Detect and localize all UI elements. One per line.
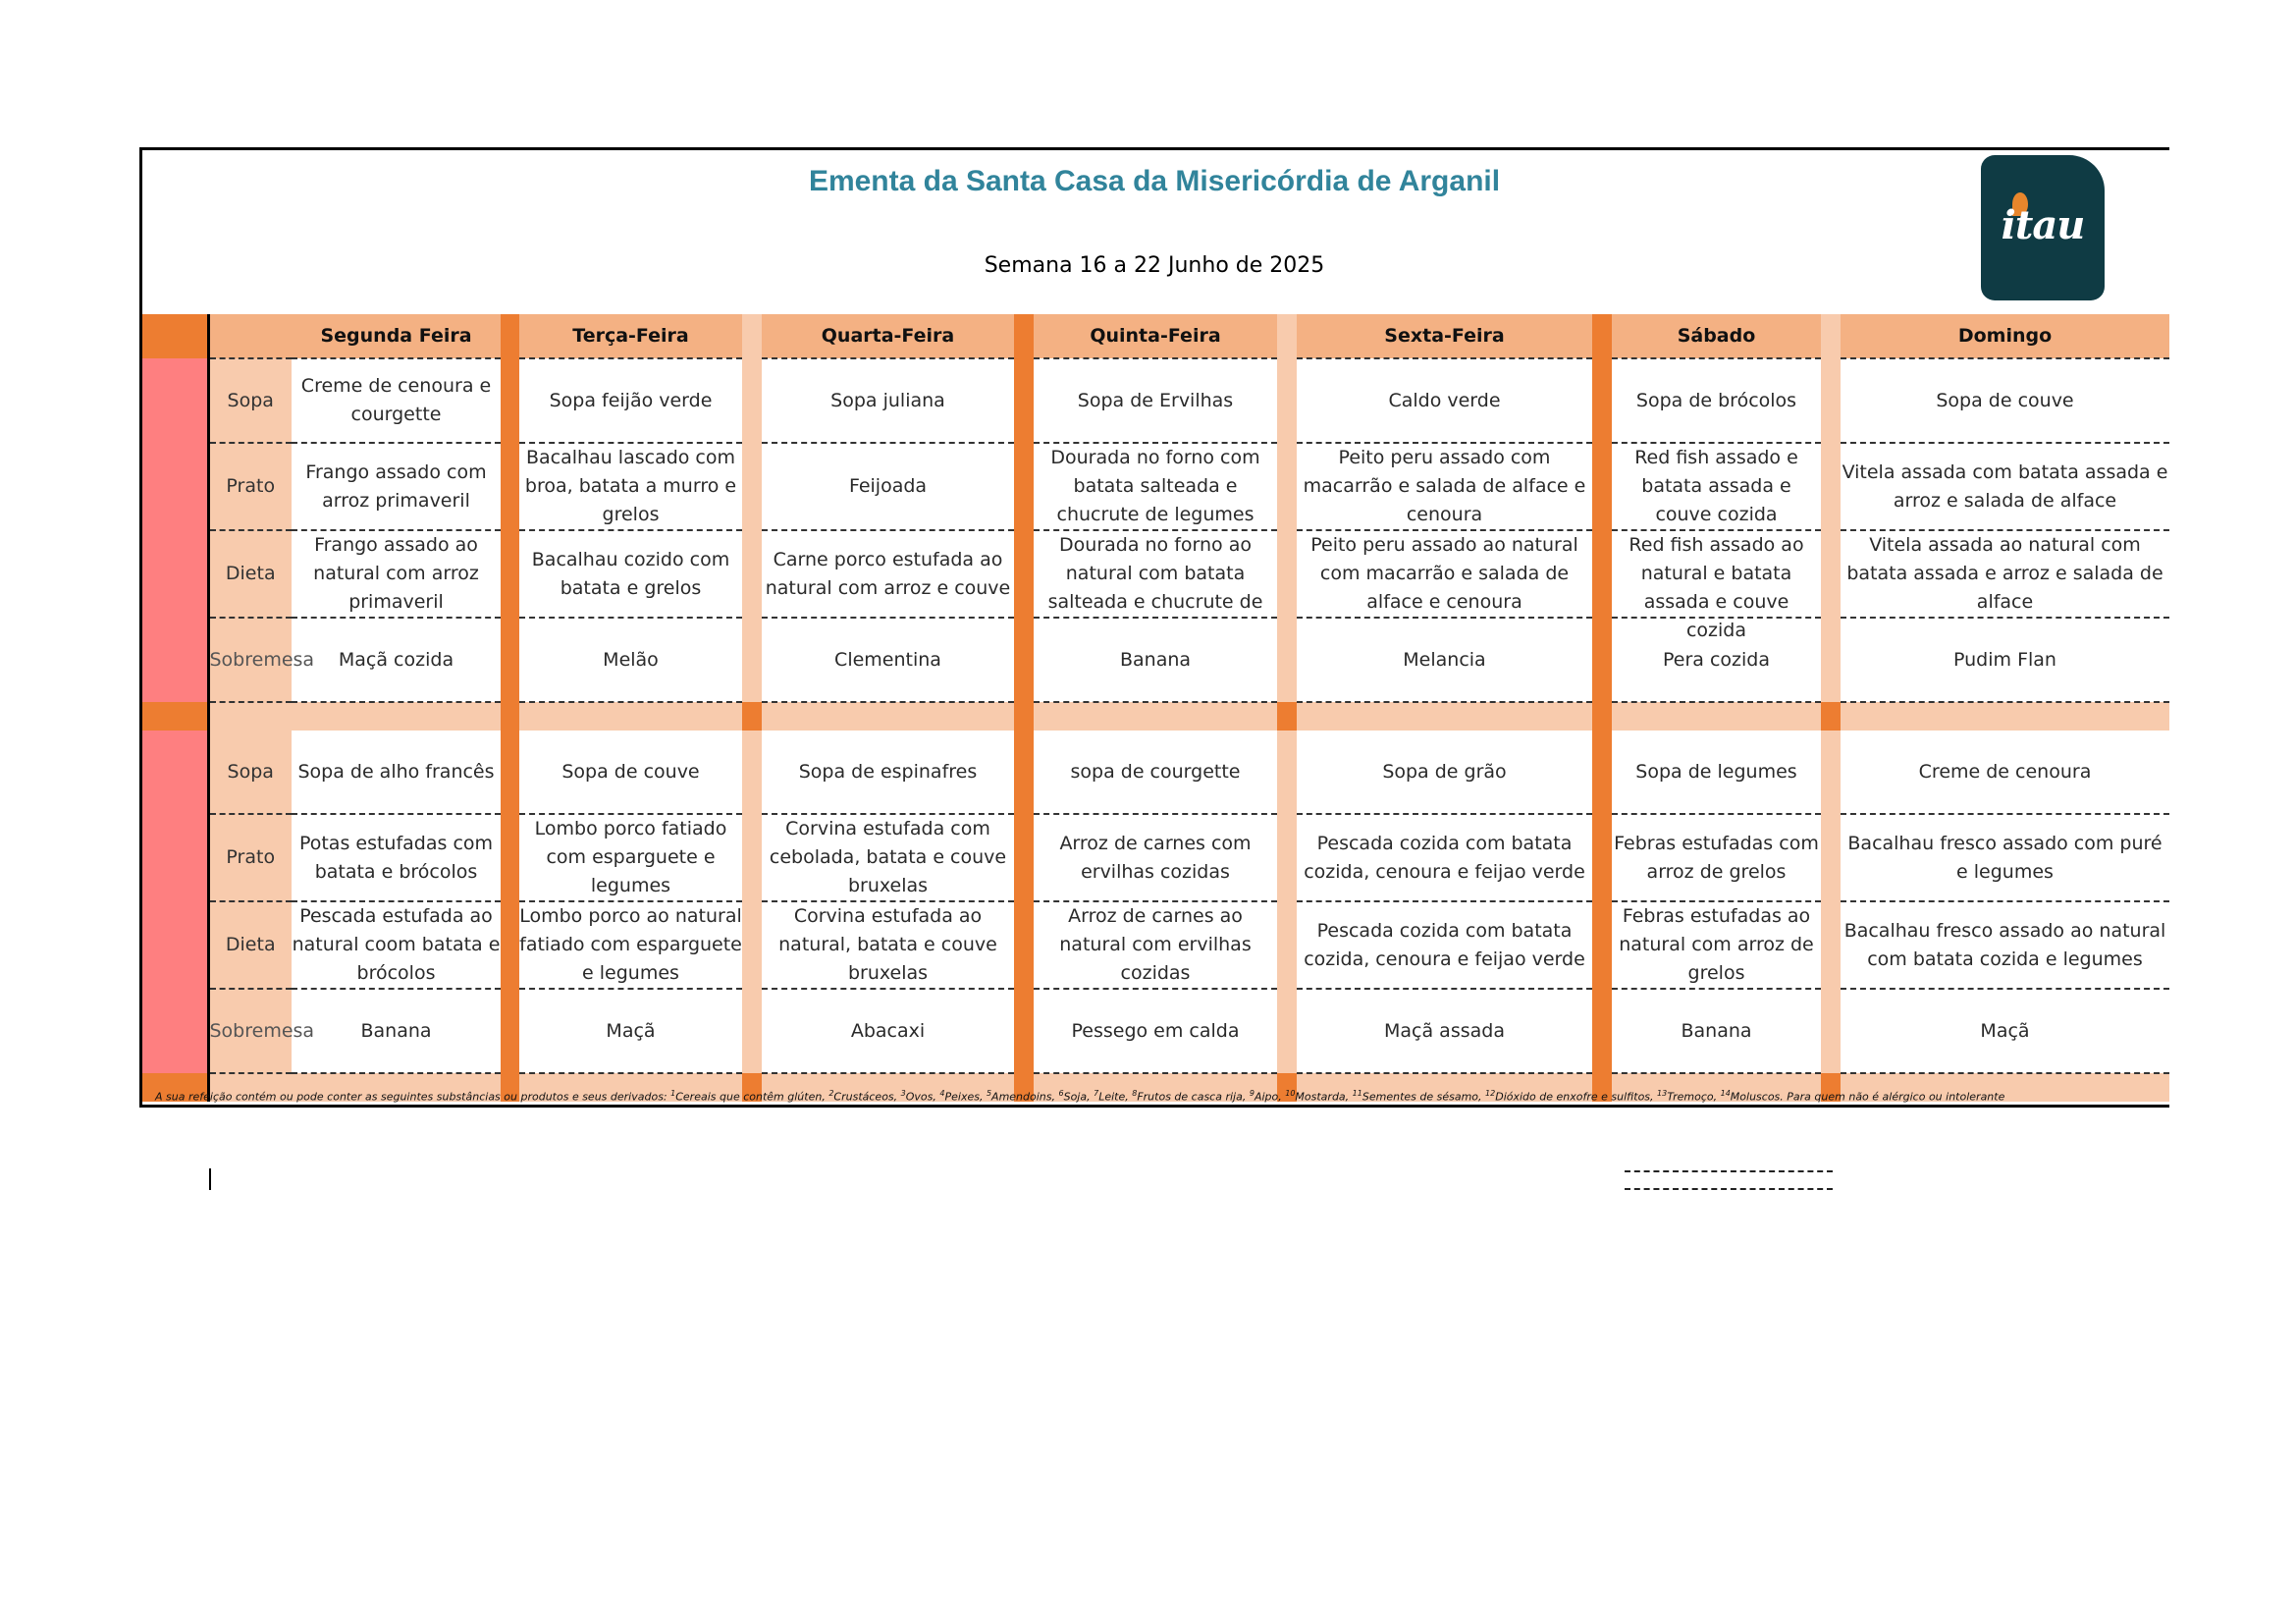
signature-line (1625, 1188, 1833, 1190)
allergen-number: 8 (1132, 1089, 1138, 1098)
column-separator (1277, 358, 1297, 443)
day-header: Sábado (1612, 314, 1821, 358)
allergen-item: Sementes de sésamo, (1362, 1090, 1482, 1104)
column-separator (1014, 530, 1034, 618)
menu-cell (519, 814, 742, 901)
allergen-item: Mostarda, (1295, 1090, 1350, 1104)
column-separator (1014, 443, 1034, 530)
menu-item-text: Pescada cozida com batata cozida, cenoura e feijao verde (1304, 832, 1585, 883)
allergen-number: 14 (1720, 1089, 1731, 1098)
menu-item-text: Arroz de carnes ao natural com ervilhas cozidas (1059, 905, 1252, 984)
menu-cell (1841, 530, 2169, 618)
allergen-number: 11 (1352, 1089, 1362, 1098)
column-separator (1014, 901, 1034, 989)
column-separator (742, 358, 762, 443)
menu-cell (292, 814, 501, 901)
allergen-item: Tremoço, (1667, 1090, 1718, 1104)
menu-cell (292, 731, 501, 814)
menu-item-text: Feijoada (848, 475, 928, 497)
menu-item-text: Corvina estufada com cebolada, batata e couve bruxelas (769, 818, 1007, 896)
menu-item-text: Dourada no forno com batata salteada e chucrute de legumes (1050, 447, 1260, 525)
allergen-number: 4 (939, 1089, 945, 1098)
column-separator (742, 314, 762, 358)
menu-cell (1612, 530, 1821, 641)
menu-cell (1297, 901, 1592, 989)
week-subtitle: Semana 16 a 22 Junho de 2025 (984, 253, 1325, 278)
menu-cell (762, 814, 1014, 901)
menu-item-text: Caldo verde (1388, 389, 1501, 411)
menu-cell (1034, 530, 1277, 618)
sidebar-gap (142, 702, 208, 731)
column-separator (501, 443, 519, 530)
menu-cell (292, 530, 501, 618)
column-separator (742, 731, 762, 814)
menu-item-text: Pudim Flan (1953, 648, 2056, 671)
menu-item-text: Peito peru assado com macarrão e salada de alface e cenoura (1303, 447, 1586, 525)
column-separator (1277, 731, 1297, 814)
meal-row (142, 530, 2169, 618)
column-separator (1592, 443, 1612, 530)
column-separator (1277, 989, 1297, 1073)
column-separator (1821, 901, 1841, 989)
meal-type-label: Sobremesa (208, 618, 292, 702)
menu-cell (519, 530, 742, 618)
menu-cell (1297, 530, 1592, 618)
day-header: Segunda Feira (292, 314, 501, 358)
menu-cell (292, 358, 501, 443)
column-separator (1014, 731, 1034, 814)
column-separator (501, 731, 519, 814)
menu-item-text: Sopa de alho francês (297, 760, 495, 783)
meal-type-label: Sopa (208, 731, 292, 814)
menu-cell (762, 989, 1014, 1073)
menu-cell (519, 731, 742, 814)
menu-cell (1297, 814, 1592, 901)
allergen-number: 10 (1285, 1089, 1296, 1098)
menu-cell (1297, 358, 1592, 443)
menu-item-text: Pessego em calda (1071, 1019, 1240, 1042)
meal-row (142, 731, 2169, 814)
day-header: Sexta-Feira (1297, 314, 1592, 358)
menu-item-text: Carne porco estufada ao natural com arroz e couve (765, 548, 1011, 599)
menu-cell (762, 731, 1014, 814)
column-separator (1277, 702, 1297, 731)
column-separator (1821, 314, 1841, 358)
column-separator (501, 314, 519, 358)
allergen-number: 9 (1249, 1089, 1255, 1098)
menu-item-text: Maçã (606, 1019, 656, 1042)
allergen-number: 1 (670, 1089, 676, 1098)
column-separator (1592, 731, 1612, 814)
column-separator (1821, 731, 1841, 814)
column-separator (742, 814, 762, 901)
sidebar-corner (142, 314, 208, 358)
meal-row (142, 901, 2169, 989)
menu-item-text: Bacalhau cozido com batata e grelos (531, 548, 730, 599)
day-header: Terça-Feira (519, 314, 742, 358)
gap-cell (1612, 702, 1821, 731)
menu-cell (762, 901, 1014, 989)
menu-cell (762, 443, 1014, 530)
allergen-number: 13 (1657, 1089, 1668, 1098)
menu-item-text: Sopa de couve (561, 760, 700, 783)
logo-text: itau (2001, 202, 2085, 248)
menu-cell (1841, 443, 2169, 530)
column-separator (501, 814, 519, 901)
menu-item-text: Dourada no forno ao natural com batata salteada e chucrute de (1047, 534, 1263, 613)
menu-item-text: Maçã (1980, 1019, 2030, 1042)
column-separator (1014, 814, 1034, 901)
menu-item-text: Frango assado com arroz primaveril (305, 460, 487, 512)
day-header-row (142, 314, 2169, 358)
column-separator (742, 989, 762, 1073)
menu-item-text: Melancia (1403, 648, 1486, 671)
menu-cell (1034, 989, 1277, 1073)
column-separator (742, 618, 762, 702)
column-separator (1014, 358, 1034, 443)
column-separator (501, 530, 519, 618)
week-sidebar (142, 731, 208, 1073)
menu-cell (762, 358, 1014, 443)
allergen-number: 6 (1058, 1089, 1064, 1098)
menu-item-text: Lombo porco fatiado com esparguete e legumes (534, 818, 727, 896)
week-sidebar (142, 358, 208, 702)
label-gap (208, 702, 292, 731)
menu-item-text: Red fish assado e batata assada e couve cozida (1634, 447, 1798, 525)
menu-cell (1034, 358, 1277, 443)
menu-cell (1034, 618, 1277, 702)
allergen-item: Aipo, (1254, 1090, 1282, 1104)
column-separator (1592, 901, 1612, 989)
allergen-item: Dióxido de enxofre e sulfitos, (1495, 1090, 1654, 1104)
allergen-item: Crustáceos, (833, 1090, 898, 1104)
menu-item-text: Febras estufadas com arroz de grelos (1614, 832, 1819, 883)
menu-cell (762, 530, 1014, 618)
menu-cell (519, 989, 742, 1073)
menu-item-text: Lombo porco ao natural fatiado com esparguete e legumes (519, 905, 742, 984)
menu-item-text: Banana (360, 1019, 432, 1042)
allergen-number: 3 (900, 1089, 906, 1098)
menu-cell (1612, 989, 1821, 1073)
menu-cell (1297, 989, 1592, 1073)
menu-cell (1612, 443, 1821, 530)
column-separator (1592, 358, 1612, 443)
menu-cell (1612, 814, 1821, 901)
week-separator-row (142, 702, 2169, 731)
menu-item-text: Sopa de grão (1382, 760, 1507, 783)
menu-cell (292, 443, 501, 530)
menu-item-text: Bacalhau lascado com broa, batata a murro e grelos (524, 447, 737, 525)
column-separator (1821, 989, 1841, 1073)
allergen-number: 7 (1094, 1089, 1099, 1098)
column-separator (742, 530, 762, 618)
gap-cell (1034, 702, 1277, 731)
meal-row (142, 358, 2169, 443)
meal-row (142, 443, 2169, 530)
menu-item-text: Pescada estufada ao natural coom batata e brócolos (292, 905, 501, 984)
allergen-item: Ovos, (905, 1090, 936, 1104)
allergen-item: Amendoins, (991, 1090, 1055, 1104)
column-separator (1277, 901, 1297, 989)
menu-item-text: Bacalhau fresco assado ao natural com batata cozida e legumes (1843, 919, 2166, 970)
menu-cell (1034, 814, 1277, 901)
column-separator (1277, 314, 1297, 358)
menu-cell (519, 901, 742, 989)
menu-cell (1841, 731, 2169, 814)
column-separator (1277, 530, 1297, 618)
allergen-item: Moluscos. Para quem não é alérgico ou intolerante (1730, 1090, 2005, 1104)
menu-item-text: Maçã assada (1384, 1019, 1505, 1042)
meal-type-label: Prato (208, 443, 292, 530)
allergen-number: 2 (828, 1089, 834, 1098)
column-separator (1821, 814, 1841, 901)
meal-type-label: Sopa (208, 358, 292, 443)
menu-cell (1841, 989, 2169, 1073)
column-separator (1277, 618, 1297, 702)
menu-item-text: Sopa de legumes (1635, 760, 1797, 783)
column-separator (742, 901, 762, 989)
menu-item-text: Corvina estufada ao natural, batata e couve bruxelas (778, 905, 997, 984)
column-separator (1014, 989, 1034, 1073)
menu-cell (292, 901, 501, 989)
gap-cell (1841, 702, 2169, 731)
menu-item-text: Creme de cenoura (1918, 760, 2092, 783)
label-column-header (208, 314, 292, 358)
menu-cell (1841, 618, 2169, 702)
menu-cell (519, 443, 742, 530)
menu-cell (519, 358, 742, 443)
column-separator (501, 702, 519, 731)
menu-cell (1297, 618, 1592, 702)
menu-item-text: Sopa de brócolos (1635, 389, 1797, 411)
gap-cell (292, 702, 501, 731)
column-separator (1821, 358, 1841, 443)
meal-type-label: Dieta (208, 530, 292, 618)
column-separator (1014, 314, 1034, 358)
menu-item-text: Banana (1681, 1019, 1752, 1042)
column-separator (501, 618, 519, 702)
meal-type-label: Prato (208, 814, 292, 901)
menu-item-text: Arroz de carnes com ervilhas cozidas (1059, 832, 1252, 883)
menu-table (142, 314, 2169, 1102)
menu-item-text: Peito peru assado ao natural com macarrão e salada de alface e cenoura (1310, 534, 1578, 613)
meal-row (142, 989, 2169, 1073)
menu-item-text: Vitela assada ao natural com batata assada e arroz e salada de alface (1846, 534, 2163, 613)
allergen-item: Frutos de casca rija, (1137, 1090, 1247, 1104)
meal-row (142, 618, 2169, 702)
column-separator (1592, 530, 1612, 618)
menu-item-text: Vitela assada com batata assada e arroz e salada de alface (1842, 460, 2168, 512)
column-separator (1821, 530, 1841, 618)
column-separator (1592, 314, 1612, 358)
menu-item-text: Pera cozida (1663, 648, 1770, 671)
meal-type-label: Sobremesa (208, 989, 292, 1073)
menu-item-text: Abacaxi (850, 1019, 926, 1042)
allergen-note (155, 1089, 2169, 1104)
menu-cell (292, 618, 501, 702)
column-separator (1592, 814, 1612, 901)
column-separator (1821, 618, 1841, 702)
column-separator (1277, 814, 1297, 901)
menu-item-text: Frango assado ao natural com arroz primaveril (313, 534, 479, 613)
gap-cell (519, 702, 742, 731)
allergen-number: 5 (986, 1089, 992, 1098)
menu-cell (1841, 901, 2169, 989)
allergen-intro: A sua refeição contém ou pode conter as seguintes substâncias ou produtos e seus derivados: (155, 1090, 667, 1104)
page-title: Ementa da Santa Casa da Misericórdia de Arganil (808, 165, 1501, 197)
column-separator (1821, 702, 1841, 731)
menu-cell (762, 618, 1014, 702)
menu-item-text: Banana (1119, 648, 1192, 671)
meal-type-label: Dieta (208, 901, 292, 989)
column-separator (1592, 989, 1612, 1073)
menu-cell (1841, 814, 2169, 901)
menu-item-text: Sopa juliana (830, 389, 945, 411)
column-separator (742, 443, 762, 530)
menu-item-text: Sopa feijão verde (549, 389, 713, 411)
day-header: Domingo (1841, 314, 2169, 358)
column-separator (1277, 443, 1297, 530)
menu-cell (1612, 731, 1821, 814)
column-separator (1821, 443, 1841, 530)
menu-item-text: Pescada cozida com batata cozida, cenoura e feijao verde (1304, 919, 1585, 970)
menu-item-text: Sopa de Ervilhas (1077, 389, 1234, 411)
menu-cell (1297, 731, 1592, 814)
column-separator (1014, 702, 1034, 731)
text-cursor (209, 1168, 211, 1190)
gap-cell (762, 702, 1014, 731)
column-separator (1592, 702, 1612, 731)
menu-item-text: Melão (603, 648, 659, 671)
allergen-item: Cereais que contêm glúten, (675, 1090, 826, 1104)
menu-cell (1034, 901, 1277, 989)
menu-cell (1612, 358, 1821, 443)
column-separator (501, 358, 519, 443)
menu-cell (1841, 358, 2169, 443)
menu-item-text: Bacalhau fresco assado com puré e legumes (1847, 832, 2163, 883)
day-header: Quarta-Feira (762, 314, 1014, 358)
menu-cell (1612, 901, 1821, 989)
signature-line (1625, 1170, 1833, 1172)
column-separator (1592, 618, 1612, 702)
menu-cell (1034, 731, 1277, 814)
day-header: Quinta-Feira (1034, 314, 1277, 358)
menu-item-text: Clementina (834, 648, 941, 671)
menu-cell (292, 989, 501, 1073)
menu-cell (1034, 443, 1277, 530)
allergen-item: Leite, (1098, 1090, 1129, 1104)
menu-item-text: Red fish assado ao natural e batata assada e couve cozida (1629, 534, 1804, 641)
menu-item-text: Creme de cenoura e courgette (300, 375, 492, 425)
column-separator (501, 901, 519, 989)
gap-cell (1297, 702, 1592, 731)
column-separator (1014, 618, 1034, 702)
menu-item-text: Potas estufadas com batata e brócolos (298, 832, 494, 883)
menu-item-text: Febras estufadas ao natural com arroz de grelos (1619, 905, 1814, 984)
menu-item-text: Maçã cozida (338, 648, 454, 671)
column-separator (501, 989, 519, 1073)
menu-cell (1297, 443, 1592, 530)
menu-item-text: Sopa de couve (1936, 389, 2074, 411)
menu-item-text: sopa de courgette (1070, 760, 1241, 783)
allergen-number: 12 (1485, 1089, 1496, 1098)
meal-row (142, 814, 2169, 901)
menu-item-text: Sopa de espinafres (798, 760, 978, 783)
column-separator (742, 702, 762, 731)
allergen-item: Peixes, (944, 1090, 984, 1104)
itau-logo-icon (1981, 155, 2105, 300)
allergen-item: Soja, (1063, 1090, 1091, 1104)
menu-cell (519, 618, 742, 702)
